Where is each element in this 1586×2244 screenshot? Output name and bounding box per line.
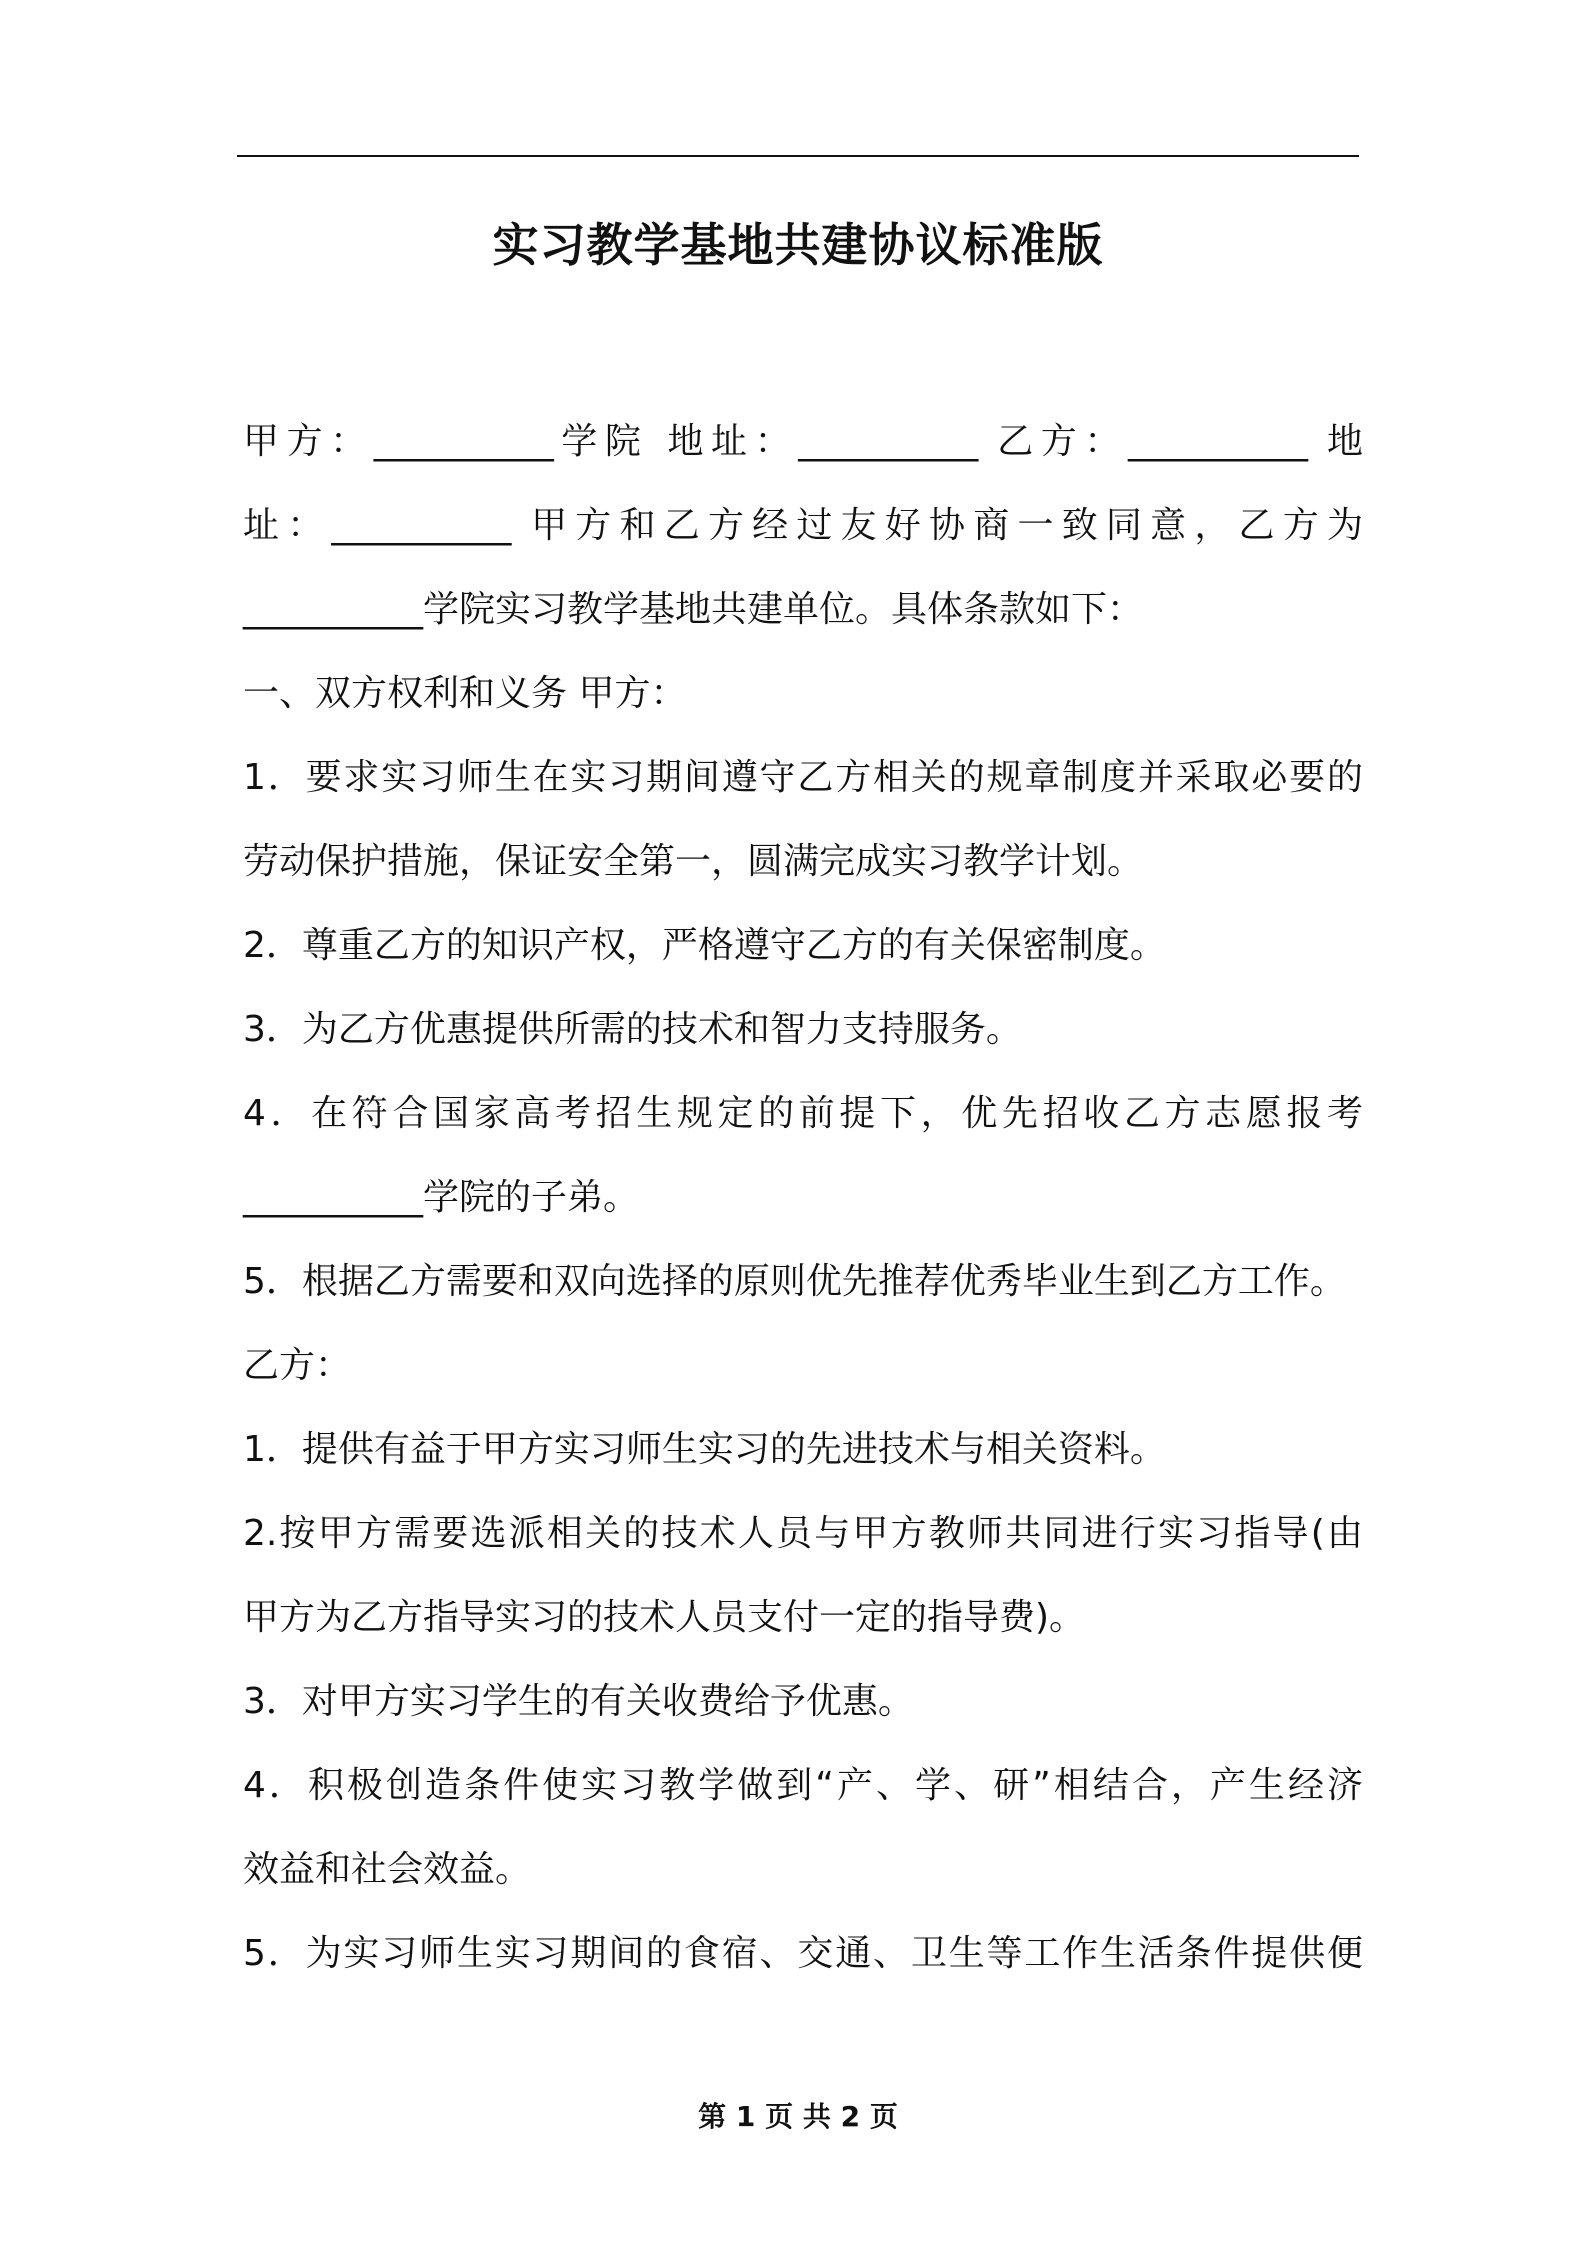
text-line: 址：__________ 甲方和乙方经过友好协商一致同意，乙方为: [243, 505, 1363, 546]
text-line: 1．提供有益于甲方实习师生实习的先进技术与相关资料。: [243, 1429, 1166, 1470]
text-line: 5．根据乙方需要和双向选择的原则优先推荐优秀毕业生到乙方工作。: [243, 1261, 1346, 1302]
text-line: 4．在符合国家高考招生规定的前提下，优先招收乙方志愿报考: [243, 1093, 1363, 1134]
text-line: 效益和社会效益。: [243, 1849, 532, 1890]
text-line: __________学院实习教学基地共建单位。具体条款如下：: [243, 589, 1144, 630]
text-line: 1．要求实习师生在实习期间遵守乙方相关的规章制度并采取必要的: [243, 757, 1363, 798]
text-line: 乙方：: [243, 1345, 352, 1386]
text-line: 3．对甲方实习学生的有关收费给予优惠。: [243, 1681, 914, 1722]
text-line: 2．尊重乙方的知识产权，严格遵守乙方的有关保密制度。: [243, 925, 1166, 966]
text-line: 甲方为乙方指导实习的技术人员支付一定的指导费)。: [243, 1597, 1086, 1638]
agreement-body: [243, 400, 1363, 1996]
text-line: 劳动保护措施，保证安全第一，圆满完成实习教学计划。: [243, 841, 1144, 882]
text-line: 5．为实习师生实习期间的食宿、交通、卫生等工作生活条件提供便: [243, 1933, 1363, 1974]
text-line: 甲方：__________学院 地址：__________ 乙方：__________ 地: [243, 421, 1363, 462]
text-line: 3．为乙方优惠提供所需的技术和智力支持服务。: [243, 1009, 1022, 1050]
text-line: 2.按甲方需要选派相关的技术人员与甲方教师共同进行实习指导(由: [243, 1513, 1363, 1554]
text-line: 4．积极创造条件使实习教学做到“产、学、研”相结合，产生经济: [243, 1765, 1363, 1806]
page-number-footer: 第 1 页 共 2 页: [698, 2100, 898, 2133]
document-title: 实习教学基地共建协议标准版: [492, 218, 1104, 272]
text-line: 一、双方权利和义务 甲方：: [243, 673, 687, 714]
header-rule: [237, 155, 1359, 157]
text-line: __________学院的子弟。: [243, 1177, 640, 1218]
